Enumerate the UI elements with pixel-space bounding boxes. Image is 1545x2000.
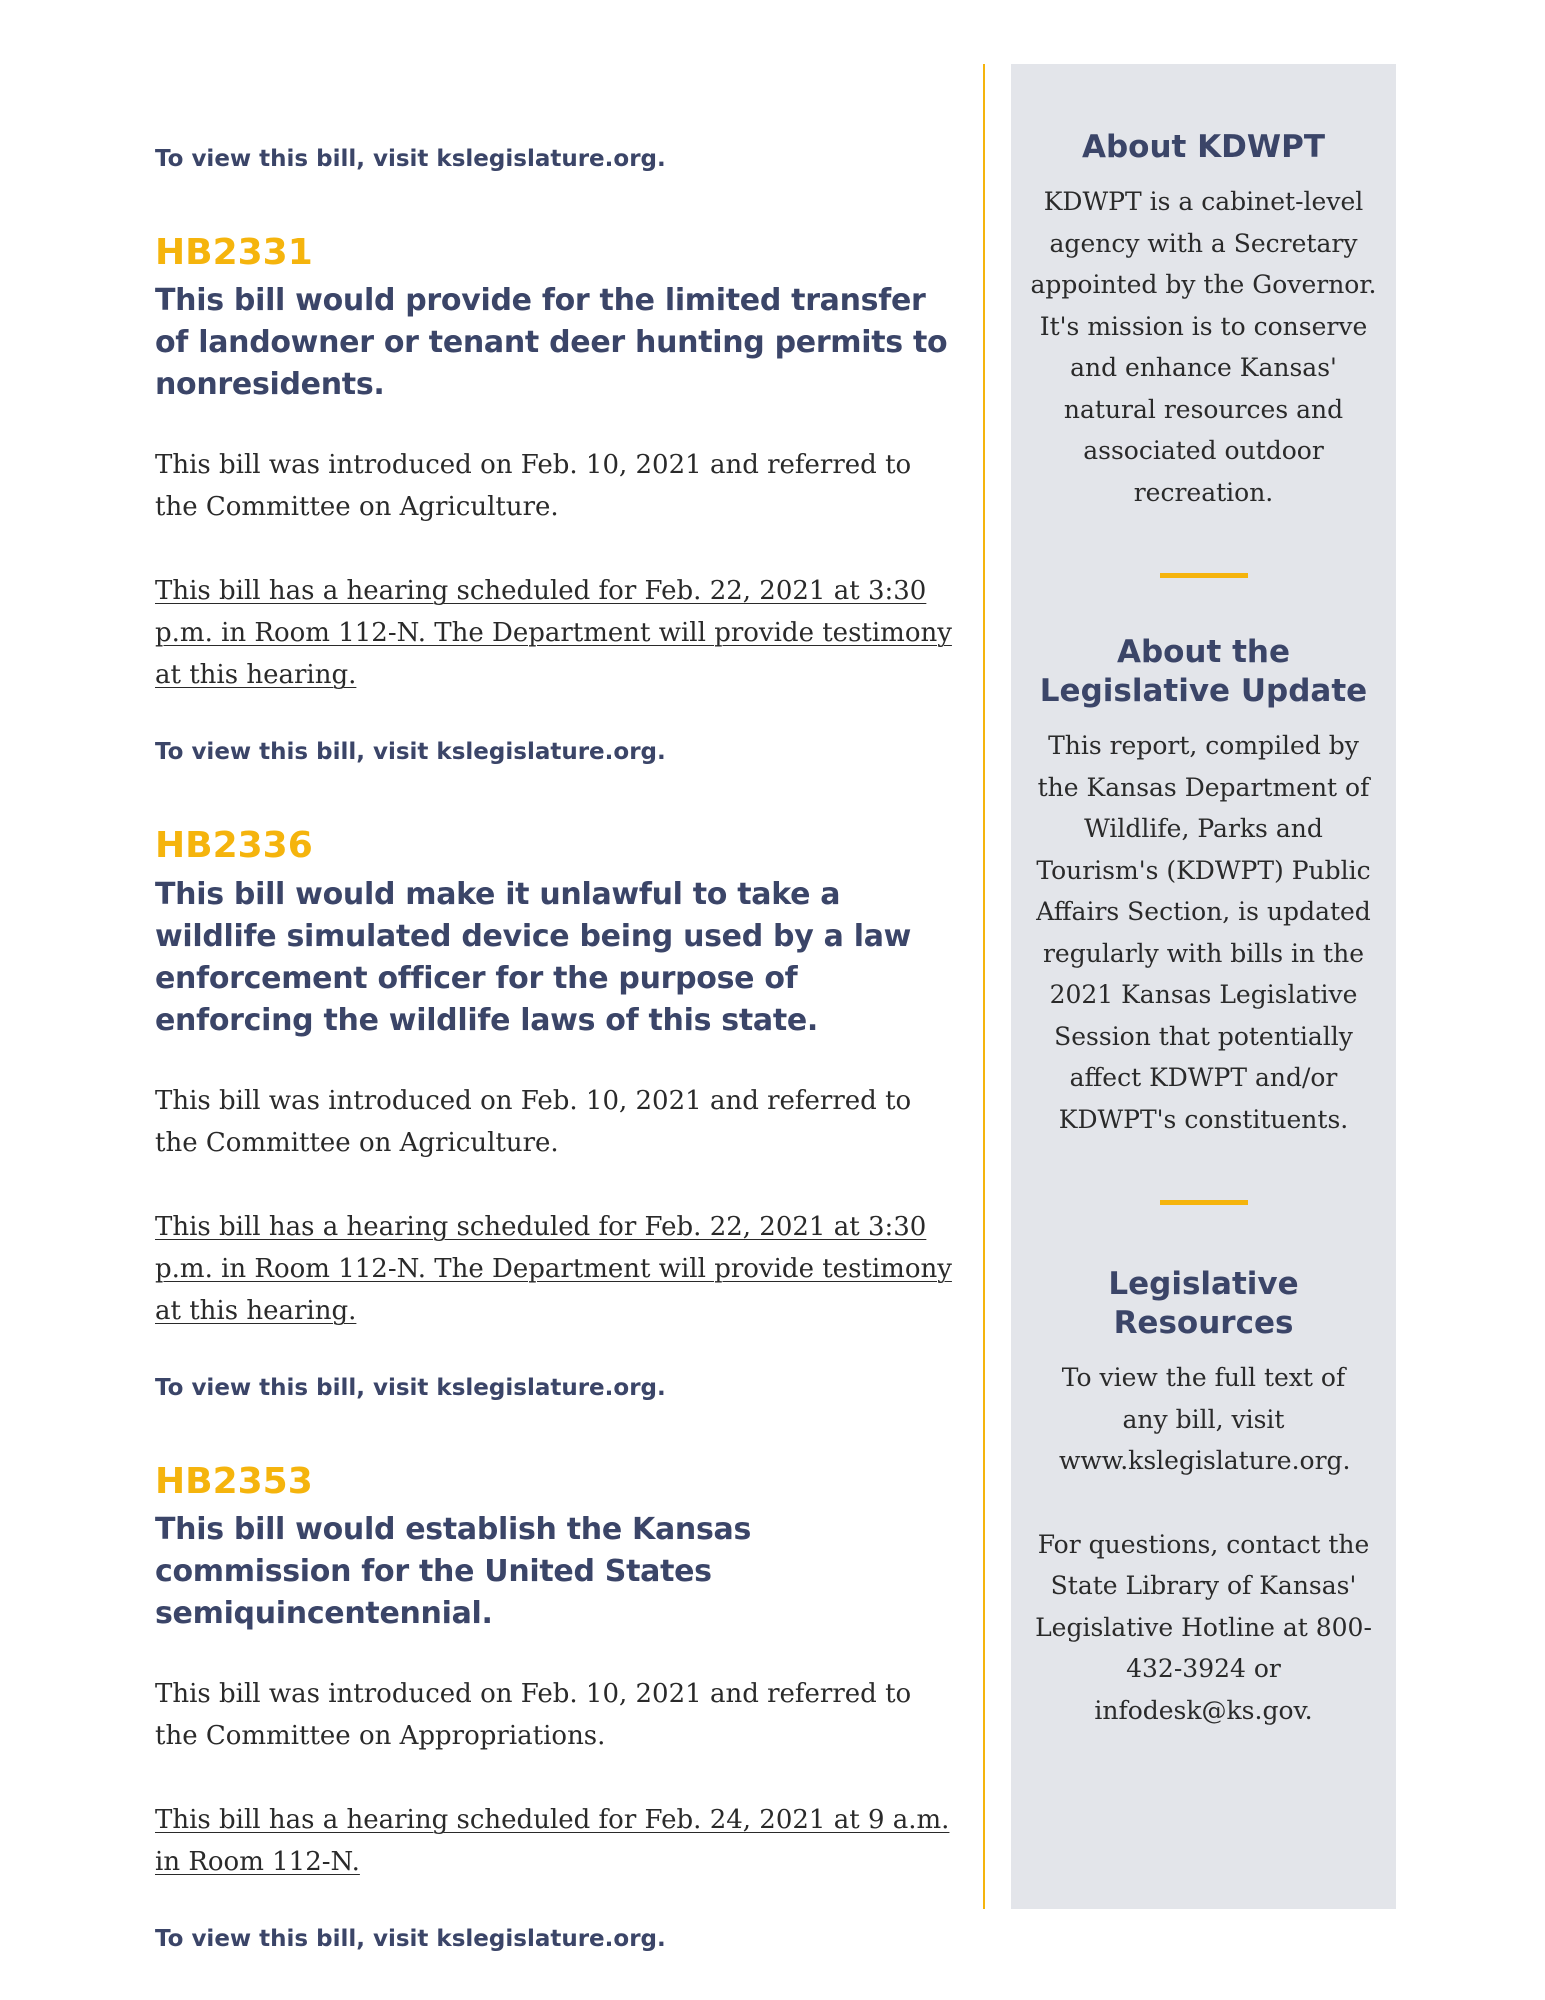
bill-entry-hb2353 xyxy=(155,1462,955,1955)
bill-id: HB2331 xyxy=(155,231,313,273)
about-kdwpt-heading: About KDWPT xyxy=(1082,129,1325,165)
bill-id: HB2336 xyxy=(155,825,313,867)
resources-section xyxy=(1011,1205,1396,1731)
sidebar xyxy=(1011,64,1396,1909)
view-bill-link-top[interactable]: To view this bill, visit kslegislature.org. xyxy=(155,146,666,172)
bill-description: This bill would establish the Kansas commission for the United States semiquincentennial. xyxy=(155,1512,752,1632)
view-bill-link[interactable]: To view this bill, visit kslegislature.org. xyxy=(155,739,666,766)
resources-heading: Legislative Resources xyxy=(1108,1266,1299,1341)
about-kdwpt-text: KDWPT is a cabinet-level agency with a Secretary appointed by the Governor. It's mission is to conserve and enhance Kansas' natural resources and associated outdoor recreation. xyxy=(1030,187,1377,507)
view-bill-link[interactable]: To view this bill, visit kslegislature.org. xyxy=(155,1926,666,1953)
bill-introduced-text: This bill was introduced on Feb. 10, 2021 and referred to the Committee on Agriculture. xyxy=(155,1085,912,1158)
bill-id: HB2353 xyxy=(155,1460,313,1502)
about-kdwpt-section xyxy=(1011,64,1396,513)
bill-list xyxy=(155,145,955,1955)
about-update-heading: About the Legislative Update xyxy=(1039,634,1368,709)
bill-entry-hb2336 xyxy=(155,826,955,1403)
bill-description: This bill would make it unlawful to take a wildlife simulated device being used by a law enforcement officer for the purpose of enforcing the wildlife laws of this state. xyxy=(155,876,912,1038)
bill-description: This bill would provide for the limited transfer of landowner or tenant deer hunting permits to nonresidents. xyxy=(155,283,948,403)
resources-text-view: To view the full text of any bill, visit www.kslegislature.org. xyxy=(1059,1363,1351,1475)
bill-entry-hb2331 xyxy=(155,233,955,768)
bill-introduced-text: This bill was introduced on Feb. 10, 2021 and referred to the Committee on Appropriations. xyxy=(155,1679,912,1752)
view-bill-link[interactable]: To view this bill, visit kslegislature.org. xyxy=(155,1374,666,1401)
bill-hearing-text: This bill has a hearing scheduled for Feb. 24, 2021 at 9 a.m. in Room 112-N. xyxy=(155,1805,950,1878)
about-update-section xyxy=(1011,578,1396,1140)
column-divider xyxy=(983,64,985,1909)
bill-introduced-text: This bill was introduced on Feb. 10, 2021 and referred to the Committee on Agriculture. xyxy=(155,450,912,523)
resources-text-contact: For questions, contact the State Library of Kansas' Legislative Hotline at 800-432-3924 or infodesk@ks.gov. xyxy=(1035,1529,1372,1725)
about-update-text: This report, compiled by the Kansas Department of Wildlife, Parks and Tourism's (KDWPT) Public Affairs Section, is updated regularly with bills in the 2021 Kansas Legislative Session that potentially affect KDWPT and/or KDWPT's constituents. xyxy=(1036,731,1371,1134)
bill-hearing-text: This bill has a hearing scheduled for Feb. 22, 2021 at 3:30 p.m. in Room 112-N. The Department will provide testimony at this hearing. xyxy=(155,1211,952,1326)
bill-hearing-text: This bill has a hearing scheduled for Feb. 22, 2021 at 3:30 p.m. in Room 112-N. The Department will provide testimony at this hearing. xyxy=(155,576,952,691)
